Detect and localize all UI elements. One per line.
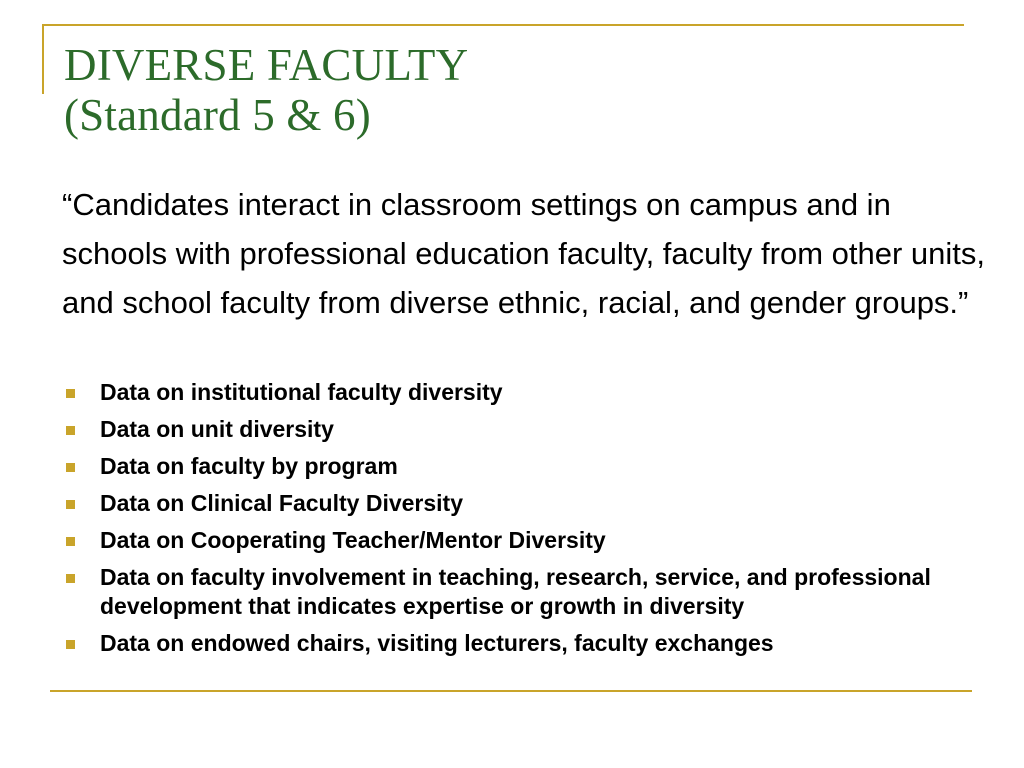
bullet-text: Data on unit diversity (100, 416, 334, 442)
bullet-item (62, 489, 982, 518)
standard-quote: “Candidates interact in classroom settings on campus and in schools with professional education faculty, faculty from other units, and school faculty from diverse ethnic, racial, and gender groups.” (62, 187, 985, 320)
left-rule (42, 24, 44, 94)
bullet-item (62, 526, 982, 555)
top-rule (42, 24, 964, 26)
square-bullet-icon (66, 500, 75, 509)
square-bullet-icon (66, 537, 75, 546)
bottom-rule (50, 690, 972, 692)
square-bullet-icon (66, 574, 75, 583)
title-line-2: (Standard 5 & 6) (64, 90, 371, 140)
bullet-text: Data on faculty involvement in teaching, research, service, and professional development that indicates expertise or growth in diversity (100, 564, 931, 619)
bullet-text: Data on endowed chairs, visiting lecturers, faculty exchanges (100, 630, 774, 656)
bullet-text: Data on institutional faculty diversity (100, 379, 503, 405)
bullet-text: Data on Cooperating Teacher/Mentor Diversity (100, 527, 606, 553)
bullet-item (62, 629, 982, 658)
bullet-item (62, 452, 982, 481)
square-bullet-icon (66, 463, 75, 472)
bullet-item (62, 378, 982, 407)
square-bullet-icon (66, 389, 75, 398)
title-line-1: DIVERSE FACULTY (64, 40, 469, 90)
square-bullet-icon (66, 640, 75, 649)
square-bullet-icon (66, 426, 75, 435)
bullet-list (62, 378, 982, 666)
slide-title (64, 40, 468, 140)
bullet-item (62, 415, 982, 444)
bullet-text: Data on Clinical Faculty Diversity (100, 490, 464, 516)
bullet-item (62, 563, 982, 621)
bullet-text: Data on faculty by program (100, 453, 398, 479)
